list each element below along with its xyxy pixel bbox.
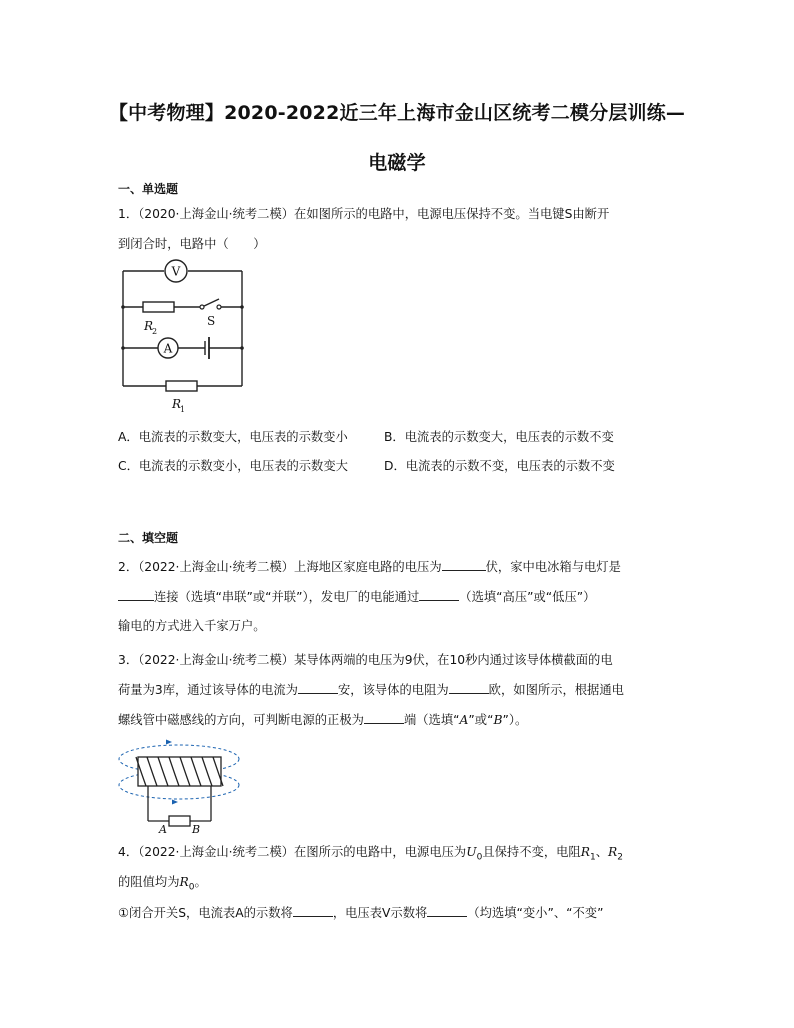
- question-2-text-2: 伏，家中电冰箱与电灯是: [485, 560, 621, 574]
- question-1-option-d: D．电流表的示数不变，电压表的示数不变: [384, 459, 615, 473]
- symbol-r2-subscript: 2: [617, 852, 624, 863]
- solenoid-core: [138, 757, 221, 786]
- field-direction-arrow-bottom: [172, 800, 178, 805]
- resistor-r1: [166, 381, 197, 391]
- r1-label: R: [172, 397, 182, 411]
- question-2-stem-line2: [118, 587, 595, 605]
- terminal-b: B: [192, 823, 201, 836]
- voltmeter-label: V: [171, 264, 181, 279]
- symbol-r2: R: [608, 845, 618, 859]
- question-3-solenoid-diagram: [114, 736, 244, 836]
- symbol-r0-subscript: 0: [188, 882, 195, 893]
- question-4-text-6: ，电压表V示数将: [332, 906, 428, 920]
- symbol-r1-subscript: 1: [589, 852, 596, 863]
- answer-blank[interactable]: [364, 711, 404, 724]
- field-direction-arrow-top: [166, 740, 172, 745]
- answer-blank[interactable]: [293, 904, 333, 917]
- question-4-text-2: 且保持不变，电阻: [482, 845, 581, 859]
- question-3-text-5: 端（选填“: [403, 713, 460, 727]
- symbol-u: U: [466, 845, 477, 859]
- question-2-stem: [118, 557, 621, 575]
- answer-blank[interactable]: [419, 588, 459, 601]
- question-4-part-1: [118, 903, 603, 921]
- r2-subscript: 2: [152, 327, 158, 336]
- question-4-text-4: 。: [194, 875, 207, 889]
- question-1-circuit-diagram: [116, 258, 252, 418]
- symbol-u-subscript: 0: [476, 852, 483, 863]
- question-3-stem: 3．（2022·上海金山·统考二模）某导体两端的电压为9伏，在10秒内通过该导体横截面的电: [118, 653, 613, 667]
- question-4-text-5: ①闭合开关S，电流表A的示数将: [118, 906, 293, 920]
- answer-blank[interactable]: [449, 681, 489, 694]
- question-1-stem: 1．（2020·上海金山·统考二模）在如图所示的电路中，电源电压保持不变。当电键S由断开: [118, 207, 610, 221]
- question-4-stem-line2: [118, 872, 207, 892]
- resistor-r2: [143, 302, 174, 312]
- ammeter-label: A: [163, 341, 173, 356]
- question-3-stem-line3: [118, 710, 527, 728]
- answer-blank[interactable]: [118, 588, 154, 601]
- question-3-text-7: ”）。: [502, 713, 528, 727]
- question-3-text-1: 荷量为3库，通过该导体的电流为: [118, 683, 298, 697]
- question-4-separator: 、: [595, 845, 609, 859]
- r2-label: R: [144, 319, 154, 333]
- switch-label: S: [207, 314, 216, 328]
- question-1-stem-line2: 到闭合时，电路中（ ）: [118, 237, 266, 251]
- answer-blank[interactable]: [427, 904, 467, 917]
- question-2-text-4: （选填“高压”或“低压”）: [459, 590, 596, 604]
- answer-blank[interactable]: [298, 681, 338, 694]
- question-3-text-6: ”或“: [468, 713, 494, 727]
- question-4-text-7: （均选填“变小”、“不变”: [467, 906, 604, 920]
- r1-subscript: 1: [180, 405, 186, 414]
- terminal-a: A: [159, 823, 167, 836]
- terminal-b-label: B: [493, 713, 503, 727]
- symbol-r1: R: [580, 845, 590, 859]
- question-2-stem-line3: 输电的方式进入千家万户。: [118, 619, 266, 633]
- question-3-text-2: 安，该导体的电阻为: [337, 683, 449, 697]
- question-3-stem-line2: [118, 680, 624, 698]
- document-title-line2: 电磁学: [368, 152, 426, 174]
- question-3-text-4: 螺线管中磁感线的方向，可判断电源的正极为: [118, 713, 364, 727]
- symbol-r0: R: [179, 875, 189, 889]
- question-1-option-a: A．电流表的示数变大，电压表的示数变小: [118, 430, 348, 444]
- answer-blank[interactable]: [442, 558, 486, 571]
- question-3-text-3: 欧，如图所示，根据通电: [488, 683, 624, 697]
- section-heading-single-choice: 一、单选题: [118, 182, 179, 196]
- question-2-text-3: 连接（选填“串联”或“并联”），发电厂的电能通过: [154, 590, 420, 604]
- document-title: 【中考物理】2020-2022近三年上海市金山区统考二模分层训练—: [108, 102, 686, 124]
- question-1-option-c: C．电流表的示数变小，电压表的示数变大: [118, 459, 348, 473]
- question-2-text-1: 2．（2022·上海金山·统考二模）上海地区家庭电路的电压为: [118, 560, 442, 574]
- question-4-text-1: 4．（2022·上海金山·统考二模）在图所示的电路中，电源电压为: [118, 845, 467, 859]
- question-1-option-b: B．电流表的示数变大，电压表的示数不变: [384, 430, 614, 444]
- question-4-text-3: 的阻值均为: [118, 875, 180, 889]
- section-heading-fill-blank: 二、填空题: [118, 531, 179, 545]
- power-source-box: [169, 816, 190, 826]
- terminal-a-label: A: [459, 713, 469, 727]
- question-4-stem: [118, 842, 623, 862]
